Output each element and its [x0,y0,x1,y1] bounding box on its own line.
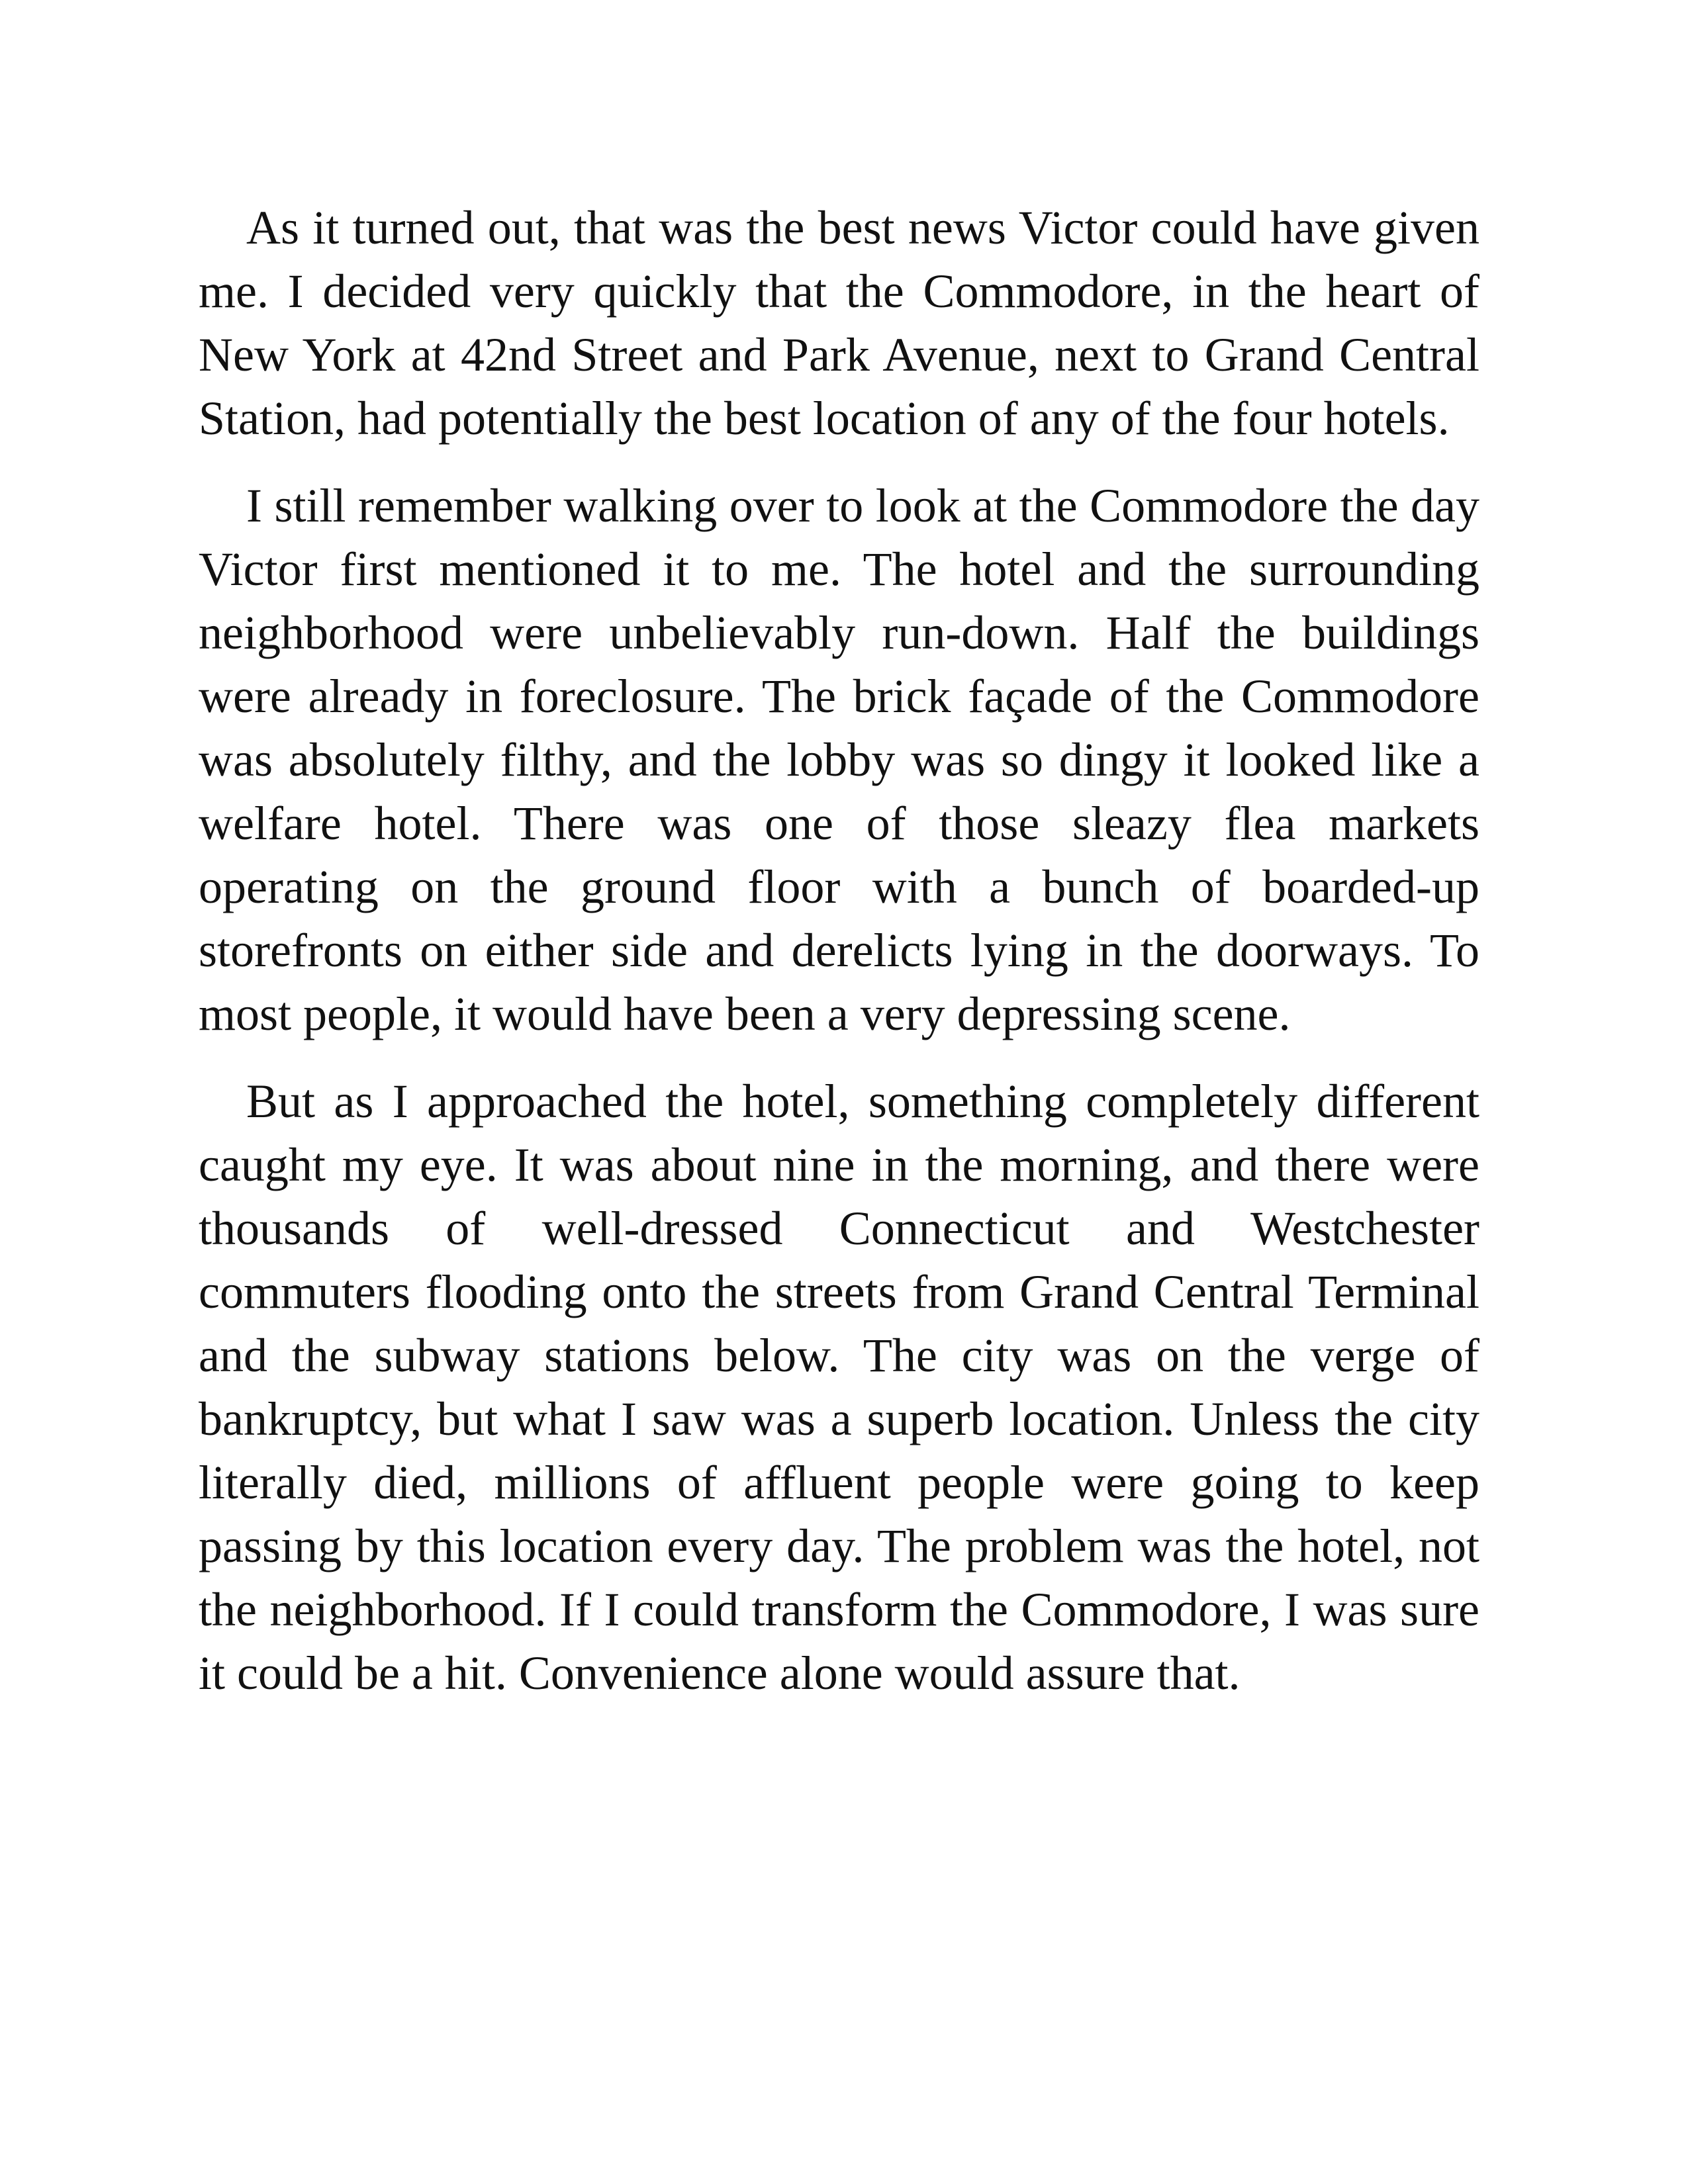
paragraph-1: As it turned out, that was the best news Victor could have given me. I decided very quickly that the Commodore, in the heart of New York at 42nd Street and Park Avenue, next to Grand Central Station, had potentially the best location of any of the four hotels. [199,201,1479,445]
paragraph-3: But as I approached the hotel, something completely different caught my eye. It was about nine in the morning, and there were thousands of well-dressed Connecticut and Westchester commuters flooding onto the streets from Grand Central Terminal and the subway stations below. The city was on the verge of bankruptcy, but what I saw was a superb location. Unless the city literally died, millions of affluent people were going to keep passing by this location every day. The problem was the hotel, not the neighborhood. If I could transform the Commodore, I was sure it could be a hit. Convenience alone would assure that. [199,1075,1479,1700]
paragraph-2: I still remember walking over to look at the Commodore the day Victor first mentioned it to me. The hotel and the surrounding neighborhood were unbelievably run-down. Half the buildings were already in foreclosure. The brick façade of the Commodore was absolutely filthy, and the lobby was so dingy it looked like a welfare hotel. There was one of those sleazy flea markets operating on the ground floor with a bunch of boarded-up storefronts on either side and derelicts lying in the doorways. To most people, it would have been a very depressing scene. [199,479,1479,1040]
body-text [199,196,1479,1729]
